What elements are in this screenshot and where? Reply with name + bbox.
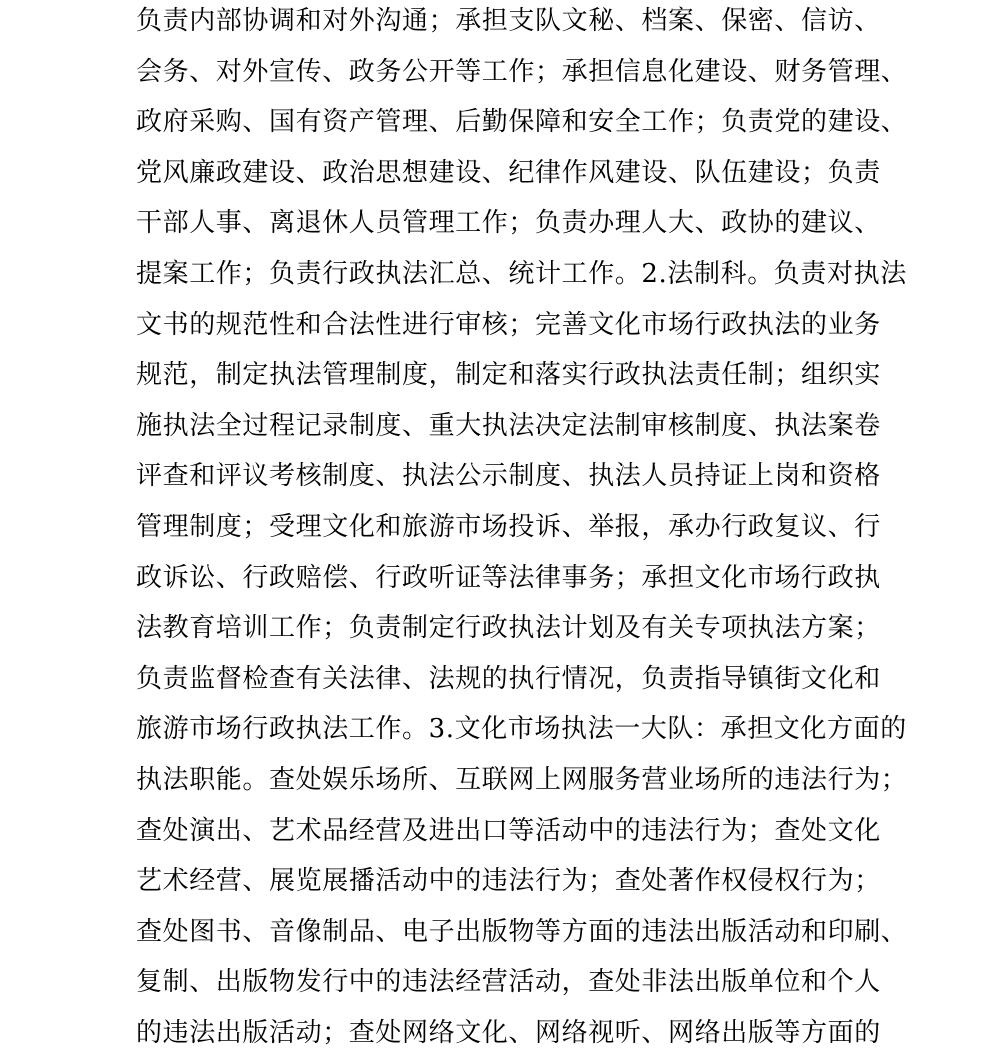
text-line-2: 会务、对外宣传、政务公开等工作；承担信息化建设、财务管理、 bbox=[136, 56, 908, 87]
text-line-20: 复制、出版物发行中的违法经营活动，查处非法出版单位和个人 bbox=[136, 967, 881, 998]
text-line-17: 查处演出、艺术品经营及进出口等活动中的违法行为；查处文化 bbox=[136, 815, 881, 846]
text-line-3: 政府采购、国有资产管理、后勤保障和安全工作；负责党的建设、 bbox=[136, 107, 908, 138]
text-line-15: 旅游市场行政执法工作。3.文化市场执法一大队：承担文化方面的 bbox=[136, 714, 907, 745]
text-line-5: 干部人事、离退休人员管理工作；负责办理人大、政协的建议、 bbox=[136, 208, 881, 239]
text-line-11: 管理制度；受理文化和旅游市场投诉、举报，承办行政复议、行 bbox=[136, 511, 881, 542]
text-line-10: 评查和评议考核制度、执法公示制度、执法人员持证上岗和资格 bbox=[136, 461, 881, 492]
text-line-21: 的违法出版活动；查处网络文化、网络视听、网络出版等方面的 bbox=[136, 1017, 881, 1048]
text-line-12: 政诉讼、行政赔偿、行政听证等法律事务；承担文化市场行政执 bbox=[136, 562, 881, 593]
text-line-16: 执法职能。查处娱乐场所、互联网上网服务营业场所的违法行为； bbox=[136, 764, 908, 795]
text-line-7: 文书的规范性和合法性进行审核；完善文化市场行政执法的业务 bbox=[136, 309, 881, 340]
text-line-4: 党风廉政建设、政治思想建设、纪律作风建设、队伍建设；负责 bbox=[136, 157, 881, 188]
text-line-8: 规范，制定执法管理制度，制定和落实行政执法责任制；组织实 bbox=[136, 360, 881, 391]
body-text bbox=[136, 0, 906, 1062]
text-line-14: 负责监督检查有关法律、法规的执行情况，负责指导镇街文化和 bbox=[136, 663, 881, 694]
text-line-9: 施执法全过程记录制度、重大执法决定法制审核制度、执法案卷 bbox=[136, 410, 881, 441]
text-line-6: 提案工作；负责行政执法汇总、统计工作。2.法制科。负责对执法 bbox=[136, 258, 907, 289]
text-line-19: 查处图书、音像制品、电子出版物等方面的违法出版活动和印刷、 bbox=[136, 916, 908, 947]
text-line-13: 法教育培训工作；负责制定行政执法计划及有关专项执法方案； bbox=[136, 613, 881, 644]
text-line-1: 负责内部协调和对外沟通；承担支队文秘、档案、保密、信访、 bbox=[136, 6, 881, 36]
text-line-18: 艺术经营、展览展播活动中的违法行为；查处著作权侵权行为； bbox=[136, 866, 881, 897]
